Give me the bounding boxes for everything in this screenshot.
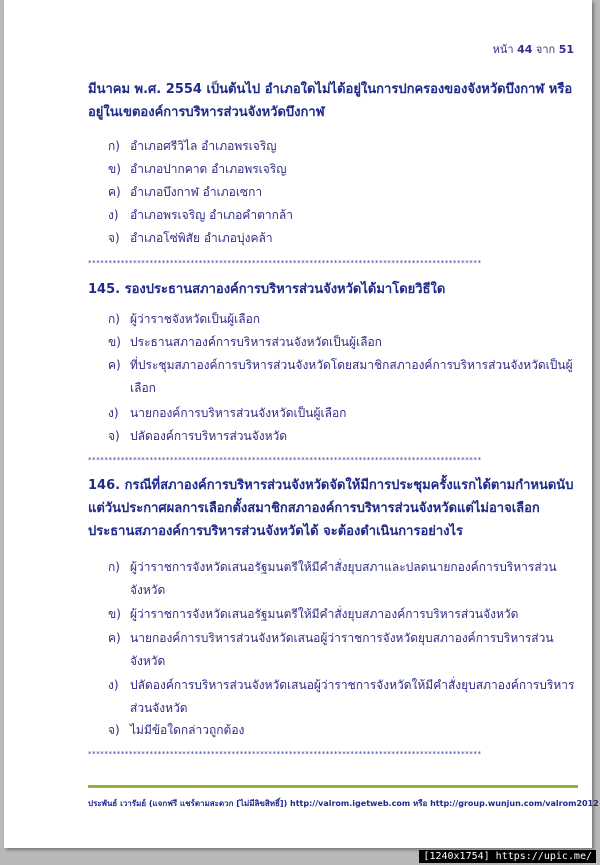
- separator: ************************************************************************************************: [88, 456, 482, 464]
- choice-144-a: ก) อำเภอศรีวิไล อำเภอพรเจริญ: [108, 139, 277, 153]
- choice-144-e: จ) อำเภอโซ่พิสัย อำเภอบุ่งคล้า: [108, 231, 273, 245]
- choice-144-c: ค) อำเภอบึงกาฬ อำเภอเซกา: [108, 185, 263, 199]
- question-146-text: 146. กรณีที่สภาองค์การบริหารส่วนจังหวัดจัดให้มีการประชุมครั้งแรกได้ตามกำหนดนับแต่วันประกาศผลการเลือกตั้งสมาชิกสภาองค์การบริหารส่วนจังหวัดแต่ไม่อาจเลือกประธานสภาองค์การบริหารส่วนจังหวัดได้ จะต้องดำเนินการอย่างไร: [88, 478, 574, 539]
- choice-146-c: ค) นายกองค์การบริหารส่วนจังหวัดเสนอผู้ว่าราชการจังหวัดยุบสภาองค์การบริหารส่วนจังหวัด: [108, 631, 554, 668]
- choice-146-d: ง) ปลัดองค์การบริหารส่วนจังหวัดเสนอผู้ว่าราชการจังหวัดให้มีคำสั่งยุบสภาองค์การบริหารส่วนจังหวัด: [108, 678, 575, 715]
- choice-145-a: ก) ผู้ว่าราชจังหวัดเป็นผู้เลือก: [108, 312, 261, 326]
- image-size-watermark: [1240x1754] https://upic.me/: [419, 850, 596, 863]
- choice-144-b: ข) อำเภอปากคาด อำเภอพรเจริญ: [108, 162, 287, 176]
- question-145-text: 145. รองประธานสภาองค์การบริหารส่วนจังหวัดได้มาโดยวิธีใด: [88, 282, 446, 297]
- choice-146-a: ก) ผู้ว่าราชการจังหวัดเสนอรัฐมนตรีให้มีคำสั่งยุบสภาและปลดนายกองค์การบริหารส่วนจังหวัด: [108, 560, 557, 597]
- separator: ************************************************************************************************: [88, 750, 482, 758]
- choice-146-b: ข) ผู้ว่าราชการจังหวัดเสนอรัฐมนตรีให้มีคำสั่งยุบสภาองค์การบริหารส่วนจังหวัด: [108, 607, 519, 621]
- choice-144-d: ง) อำเภอพรเจริญ อำเภอคำตากล้า: [108, 208, 293, 222]
- separator: ************************************************************************************************: [88, 259, 482, 267]
- choice-145-d: ง) นายกองค์การบริหารส่วนจังหวัดเป็นผู้เลือก: [108, 406, 347, 420]
- document-page: [4, 0, 599, 848]
- question-144-text: มีนาคม พ.ศ. 2554 เป็นต้นไป อำเภอใดไม่ได้อยู่ในการปกครองของจังหวัดบึงกาฬ หรืออยู่ในเขตองค์การบริหารส่วนจังหวัดบึงกาฬ: [88, 82, 573, 120]
- choice-145-e: จ) ปลัดองค์การบริหารส่วนจังหวัด: [108, 429, 288, 443]
- footer-credit: ประพันธ์ เวารัมย์ (แจกฟรี แชร์ตามสะดวก [ไม่มีลิขสิทธิ์]) http://valrom.igetweb.com หรือ http://group.wunjun.com/valrom2012: [88, 799, 599, 808]
- choice-145-c: ค) ที่ประชุมสภาองค์การบริหารส่วนจังหวัดโดยสมาชิกสภาองค์การบริหารส่วนจังหวัดเป็นผู้เลือก: [108, 358, 573, 395]
- footer-divider: [88, 785, 578, 788]
- choice-146-e: จ) ไม่มีข้อใดกล่าวถูกต้อง: [108, 723, 245, 737]
- page-number: หน้า 44 จาก 51: [492, 43, 574, 56]
- choice-145-b: ข) ประธานสภาองค์การบริหารส่วนจังหวัดเป็นผู้เลือก: [108, 335, 382, 349]
